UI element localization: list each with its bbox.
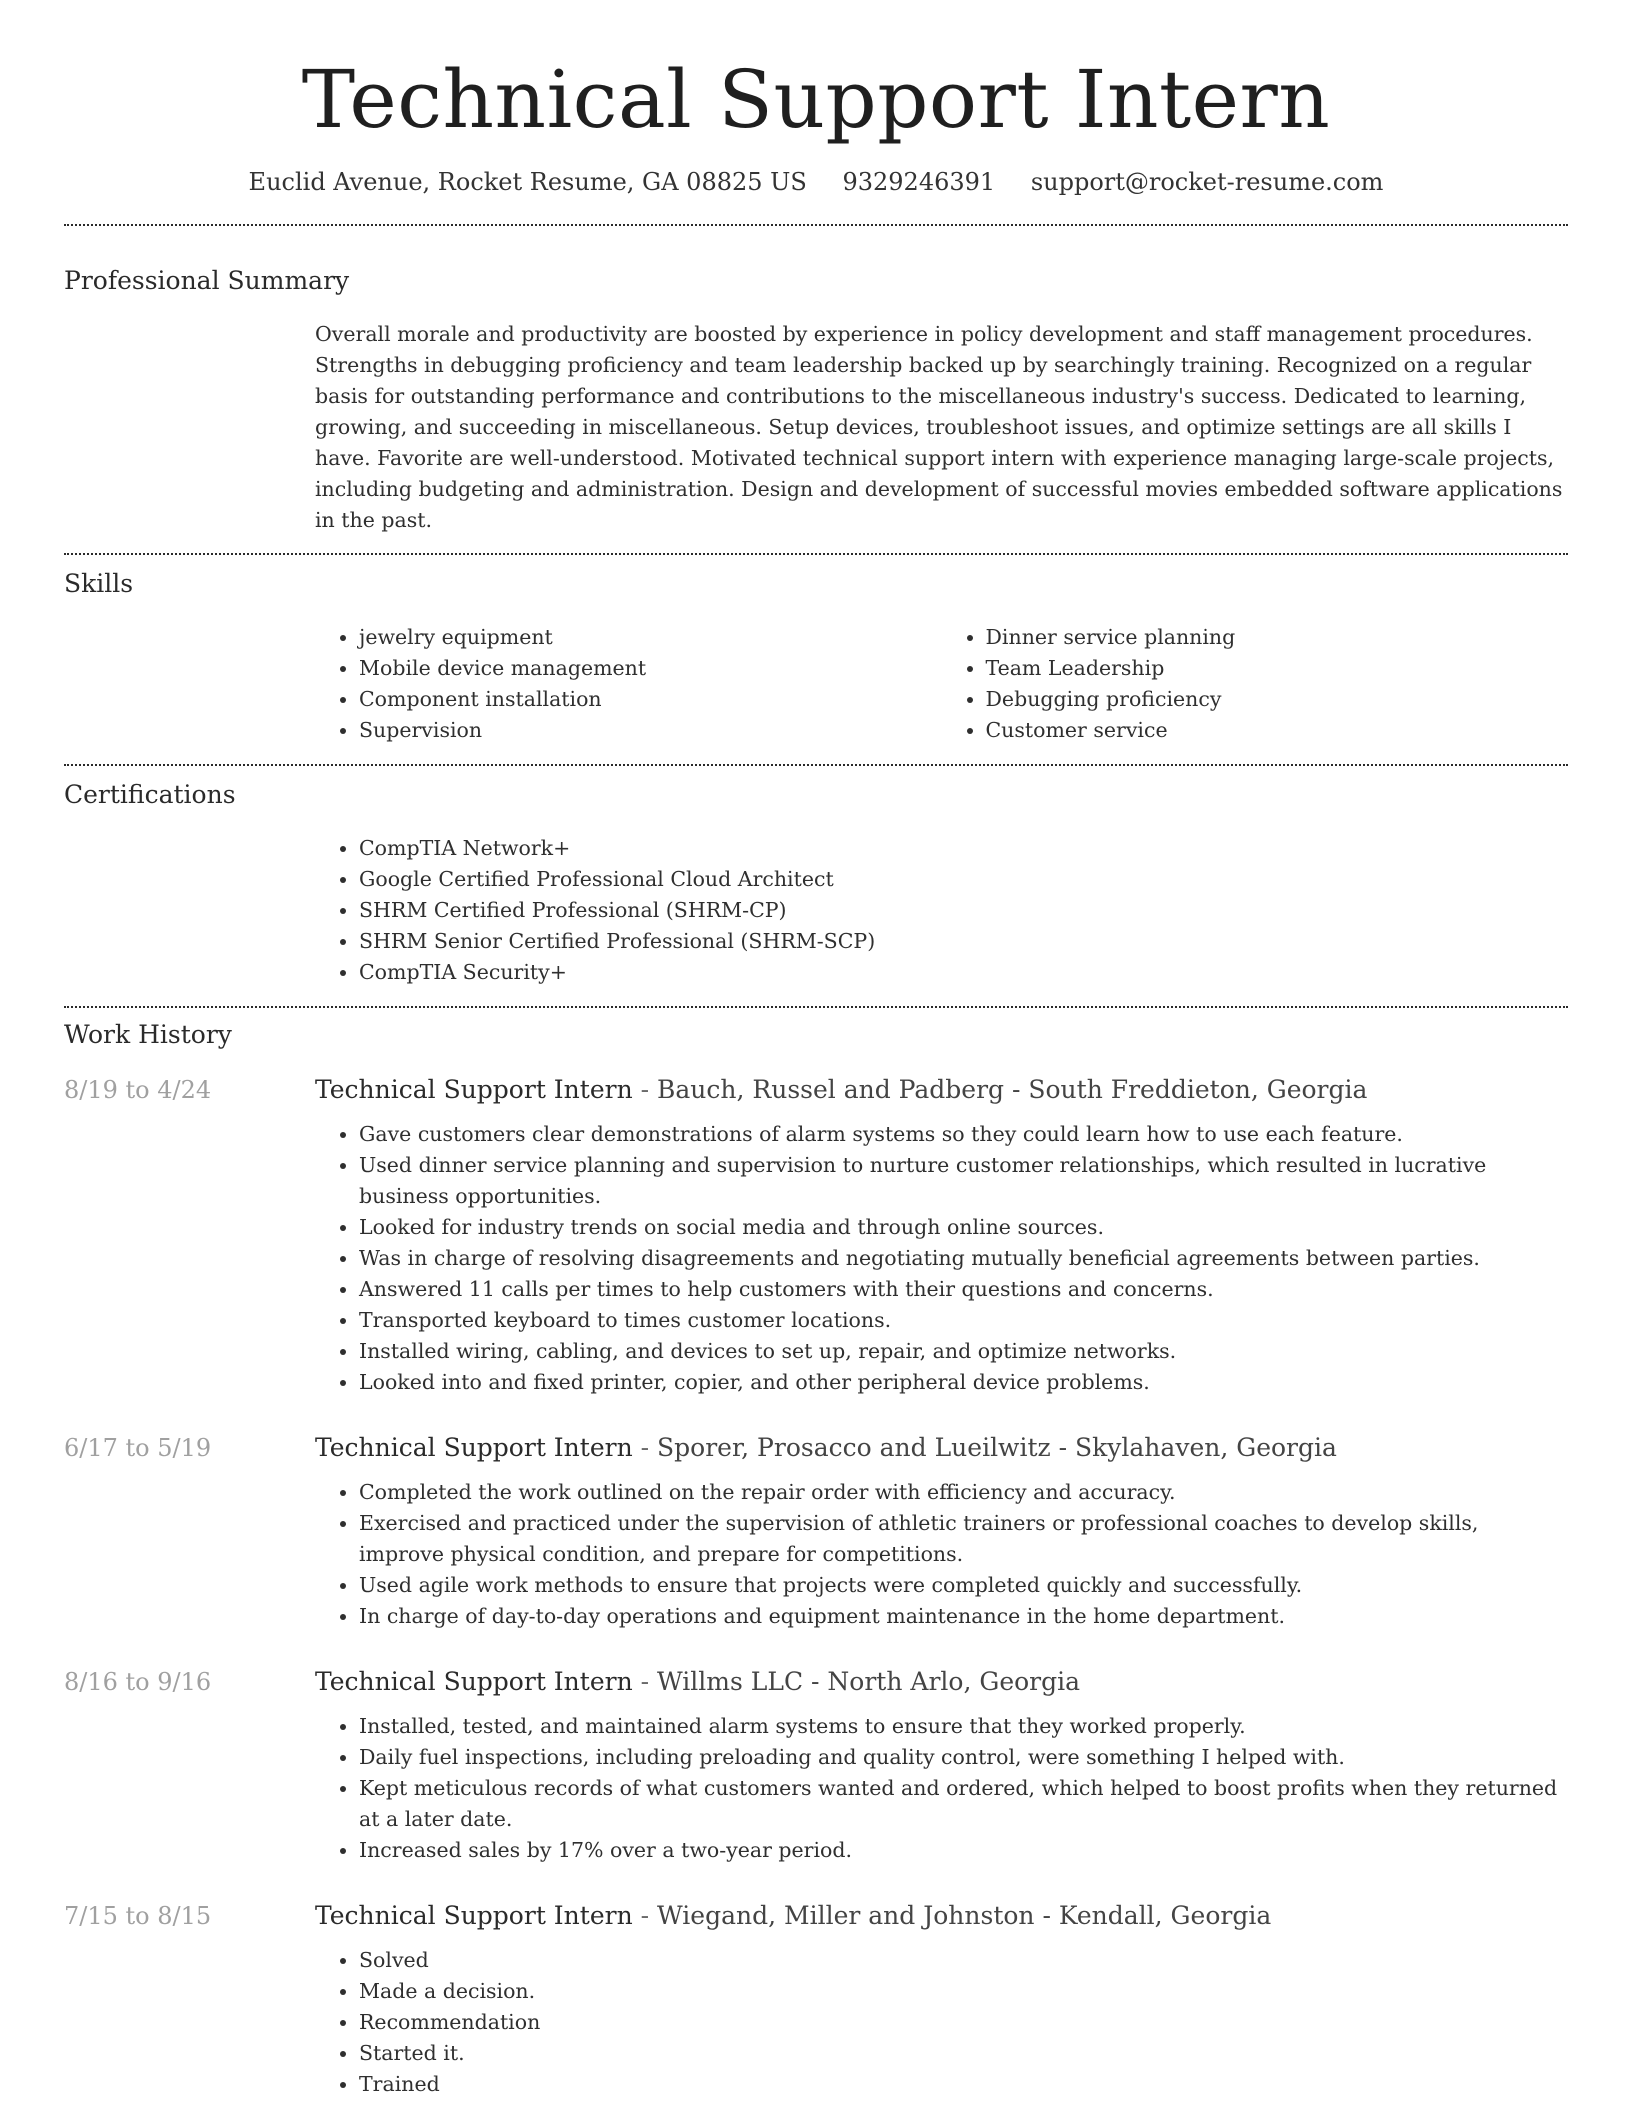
job-bullet: • Solved [359,1945,1568,1976]
job-bullet: • Installed, tested, and maintained alarm systems to ensure that they worked properly. [359,1711,1568,1742]
job-entry [64,1431,1568,1632]
job-company: Willms LLC - North Arlo, Georgia [657,1667,1081,1696]
skills-list-right [942,622,1569,746]
certifications-heading: Certifications [64,780,236,809]
resume-page [64,0,1568,2100]
summary-heading: Professional Summary [64,266,350,295]
contact-line [64,166,1568,198]
job-bullet: • Was in charge of resolving disagreements and negotiating mutually beneficial agreements between parties. [359,1243,1568,1274]
skills-list-left [315,622,942,746]
certification-item: • CompTIA Security+ [359,957,1568,988]
skill-item: • Supervision [359,715,942,746]
skill-item: • Team Leadership [986,653,1569,684]
skills-section [64,568,1568,746]
job-company: Sporer, Prosacco and Lueilwitz - Skylahaven, Georgia [657,1433,1337,1462]
certification-item: • Google Certified Professional Cloud Architect [359,864,1568,895]
work-history-heading: Work History [64,1020,232,1049]
certification-item: • SHRM Senior Certified Professional (SHRM-SCP) [359,926,1568,957]
job-company: Wiegand, Miller and Johnston - Kendall, Georgia [657,1901,1272,1930]
job-bullet: • Increased sales by 17% over a two-year period. [359,1835,1568,1866]
job-dates: 7/15 to 8/15 [64,1902,212,1930]
job-title [315,1073,1568,1107]
job-title [315,1899,1568,1933]
job-bullet: • Recommendation [359,2007,1568,2038]
job-bullet: • Completed the work outlined on the repair order with efficiency and accuracy. [359,1477,1568,1508]
certifications-list [315,833,1568,988]
job-bullet: • Looked into and fixed printer, copier, and other peripheral device problems. [359,1367,1568,1398]
divider [64,764,1568,766]
job-separator: - [632,1433,658,1462]
job-entry [64,1073,1568,1398]
resume-name: Technical Support Intern [301,53,1331,146]
job-title [315,1431,1568,1465]
skill-item: • Mobile device management [359,653,942,684]
skill-item: • Debugging proficiency [986,684,1569,715]
job-bullets [315,1711,1568,1866]
work-history-section [64,1019,1568,2100]
skills-columns [315,622,1568,746]
job-bullet: • Answered 11 calls per times to help customers with their questions and concerns. [359,1274,1568,1305]
job-role: Technical Support Intern [315,1667,633,1696]
divider [64,553,1568,555]
job-bullet: • Gave customers clear demonstrations of alarm systems so they could learn how to use each feature. [359,1119,1568,1150]
contact-email[interactable]: support@rocket-resume.com [1030,168,1384,196]
job-bullet: • In charge of day-to-day operations and equipment maintenance in the home department. [359,1601,1568,1632]
contact-phone: 9329246391 [842,168,996,196]
job-bullet: • Looked for industry trends on social media and through online sources. [359,1212,1568,1243]
job-company: Bauch, Russel and Padberg - South Freddieton, Georgia [657,1075,1368,1104]
job-dates: 8/16 to 9/16 [64,1668,212,1696]
job-separator: - [632,1075,658,1104]
job-bullet: • Exercised and practiced under the supervision of athletic trainers or professional coaches to develop skills, improve physical condition, and prepare for competitions. [359,1508,1568,1570]
job-bullet: • Kept meticulous records of what customers wanted and ordered, which helped to boost profits when they returned at a later date. [359,1773,1568,1835]
job-separator: - [632,1667,658,1696]
certifications-section [64,779,1568,988]
job-bullets [315,1477,1568,1632]
certifications-content [315,833,1568,988]
job-role: Technical Support Intern [315,1901,633,1930]
job-bullet: • Used dinner service planning and supervision to nurture customer relationships, which resulted in lucrative business opportunities. [359,1150,1568,1212]
skill-item: • Customer service [986,715,1569,746]
certification-item: • CompTIA Network+ [359,833,1568,864]
skill-item: • jewelry equipment [359,622,942,653]
job-bullet: • Transported keyboard to times customer locations. [359,1305,1568,1336]
job-bullets [315,1945,1568,2100]
job-entry [64,1665,1568,1866]
contact-address: Euclid Avenue, Rocket Resume, GA 08825 US [248,168,807,196]
skill-item: • Dinner service planning [986,622,1569,653]
job-bullets [315,1119,1568,1398]
job-role: Technical Support Intern [315,1433,633,1462]
job-dates: 8/19 to 4/24 [64,1076,212,1104]
summary-section [64,265,1568,536]
skills-heading: Skills [64,569,134,598]
job-role: Technical Support Intern [315,1075,633,1104]
job-bullet: • Daily fuel inspections, including preloading and quality control, were something I helped with. [359,1742,1568,1773]
job-bullet: • Made a decision. [359,1976,1568,2007]
job-dates: 6/17 to 5/19 [64,1434,212,1462]
divider [64,1006,1568,1008]
divider [64,224,1568,226]
job-bullet: • Trained [359,2069,1568,2100]
job-bullet: • Installed wiring, cabling, and devices to set up, repair, and optimize networks. [359,1336,1568,1367]
summary-text: Overall morale and productivity are boosted by experience in policy development and staff management procedures. Strengths in debugging proficiency and team leadership backed up by searchingly training. Recognized on a regular basis for outstanding performance and contributions to the miscellaneous industry's success. Dedicated to learning, growing, and succeeding in miscellaneous. Setup devices, troubleshoot issues, and optimize settings are all skills I have. Favorite are well-understood. Motivated technical support intern with experience managing large-scale projects, including budgeting and administration. Design and development of successful movies embedded software applications in the past. [315,322,1563,532]
job-bullet: • Started it. [359,2038,1568,2069]
job-bullet: • Used agile work methods to ensure that projects were completed quickly and successfully. [359,1570,1568,1601]
job-separator: - [632,1901,658,1930]
skill-item: • Component installation [359,684,942,715]
job-title [315,1665,1568,1699]
certification-item: • SHRM Certified Professional (SHRM-CP) [359,895,1568,926]
job-entry [64,1899,1568,2100]
